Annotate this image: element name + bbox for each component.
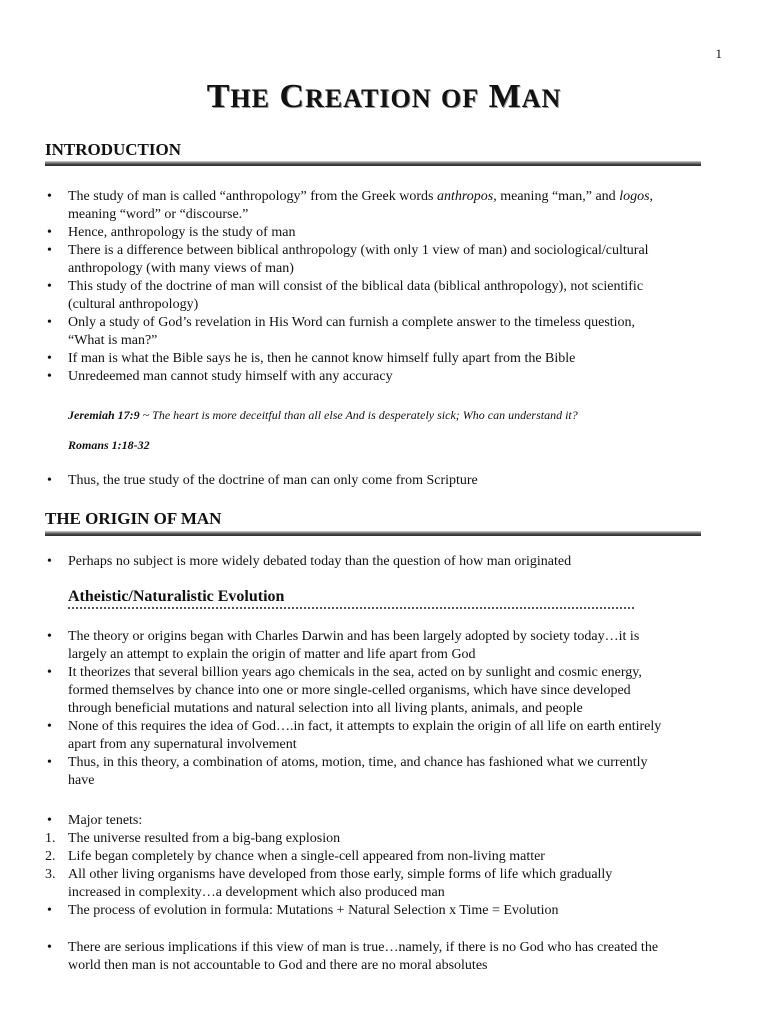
tenets-numbered-list [45,830,710,902]
subheading-divider [68,607,634,609]
item-number: 3. [45,867,56,882]
list-item-emphasis: logos [619,189,650,204]
list-item-text: Life began completely by chance when a single-cell appeared from non-living matter [68,849,545,864]
title-w1-cap: T [206,78,231,115]
list-item [45,472,710,490]
scripture-reference: Romans 1:18-32 [68,438,150,452]
list-item [45,350,710,368]
title-w4-rest: AN [521,84,562,113]
list-item [45,754,710,790]
list-item-text: The process of evolution in formula: Mutations + Natural Selection x Time = Evolution [68,903,559,918]
list-item-text: None of this requires the idea of God….in fact, it attempts to explain the origin of all life on earth entirely [68,719,662,734]
implications-list [45,939,710,975]
tenets-list [45,812,710,920]
list-item-text: meaning “word” or “discourse.” [68,207,249,222]
list-item-text: It theorizes that several billion years ago chemicals in the sea, acted on by sunlight and cosmic energy, [68,665,642,680]
list-item-text: apart from any supernatural involvement [68,737,297,752]
list-item-text: The study of man is called “anthropology” from the Greek words [68,189,437,204]
page-number: 1 [715,46,722,61]
list-item-text: Unredeemed man cannot study himself with any accuracy [68,369,393,384]
title-w1-rest: HE [230,84,270,113]
page-title [0,78,768,116]
list-item-text: Thus, in this theory, a combination of atoms, motion, time, and chance has fashioned what we currently [68,755,648,770]
origin-lead-list [45,553,710,571]
section-heading-introduction [45,140,701,160]
list-item-text: anthropology (with many views of man) [68,261,294,276]
list-item [45,188,710,224]
scripture-reference: Jeremiah 17:9 [68,408,140,422]
scripture-quote [68,408,708,423]
list-item-text: Thus, the true study of the doctrine of man can only come from Scripture [68,473,478,488]
list-item [45,278,710,314]
section-divider [45,161,701,166]
list-item-text: increased in complexity…a development which also produced man [68,885,445,900]
scripture-text: ~ The heart is more deceitful than all else And is desperately sick; Who can understand it? [139,408,578,422]
item-number: 2. [45,849,56,864]
title-w2-rest: REATION [305,84,432,113]
list-item-text: There is a difference between biblical anthropology (with only 1 view of man) and sociological/cultural [68,243,649,258]
title-w2-cap: C [279,78,306,115]
list-item-text: Only a study of God’s revelation in His Word can furnish a complete answer to the timeless question, [68,315,636,330]
list-item [45,718,710,754]
list-item [45,553,710,571]
intro-bullet-list [45,188,710,386]
list-item-emphasis: anthropos [436,189,494,204]
numbered-item [45,830,710,848]
list-item-text: have [68,773,95,788]
list-item-text: Major tenets: [68,813,143,828]
list-item-text: (cultural anthropology) [68,297,199,312]
intro-closing-list [45,472,710,490]
list-item [45,224,710,242]
list-item [45,664,710,718]
list-item-text: There are serious implications if this view of man is true…namely, if there is no God who has created the [68,940,659,955]
numbered-item [45,866,710,902]
title-w3: OF [441,84,480,113]
scripture-quote [68,438,708,453]
list-item-text: largely an attempt to explain the origin of matter and life apart from God [68,647,476,662]
list-item-text: If man is what the Bible says he is, then he cannot know himself fully apart from the Bible [68,351,576,366]
list-item [45,242,710,278]
section-heading-label: THE ORIGIN OF MAN [45,509,222,528]
item-number: 1. [45,831,56,846]
list-item-text: formed themselves by chance into one or more single-celled organisms, which have since developed [68,683,631,698]
evolution-bullet-list [45,628,710,790]
list-item-text: world then man is not accountable to God and there are no moral absolutes [68,958,488,973]
list-item-text: , [649,189,654,204]
list-item-text: through beneficial mutations and natural selection into all living plants, animals, and people [68,701,583,716]
section-heading-origin-of-man [45,509,701,529]
list-item-text: This study of the doctrine of man will consist of the biblical data (biblical anthropology), not scientific [68,279,644,294]
list-item [45,939,710,975]
title-w4-cap: M [488,78,522,115]
list-item-text: Perhaps no subject is more widely debated today than the question of how man originated [68,554,572,569]
list-item-text: All other living organisms have developed from those early, simple forms of life which gradually [68,867,613,882]
list-item-text: The theory or origins began with Charles Darwin and has been largely adopted by society today…it is [68,629,640,644]
section-heading-label: INTRODUCTION [45,140,182,159]
list-item-text: , meaning “man,” and [493,189,620,204]
list-item [45,628,710,664]
list-item-text: Hence, anthropology is the study of man [68,225,296,240]
list-item-text: The universe resulted from a big-bang explosion [68,831,341,846]
numbered-item [45,848,710,866]
section-divider [45,531,701,536]
list-item [45,314,710,350]
list-item [45,812,710,902]
list-item-text: “What is man?” [68,333,158,348]
list-item [45,902,710,920]
subheading-evolution: Atheistic/Naturalistic Evolution [68,588,285,605]
list-item [45,368,710,386]
